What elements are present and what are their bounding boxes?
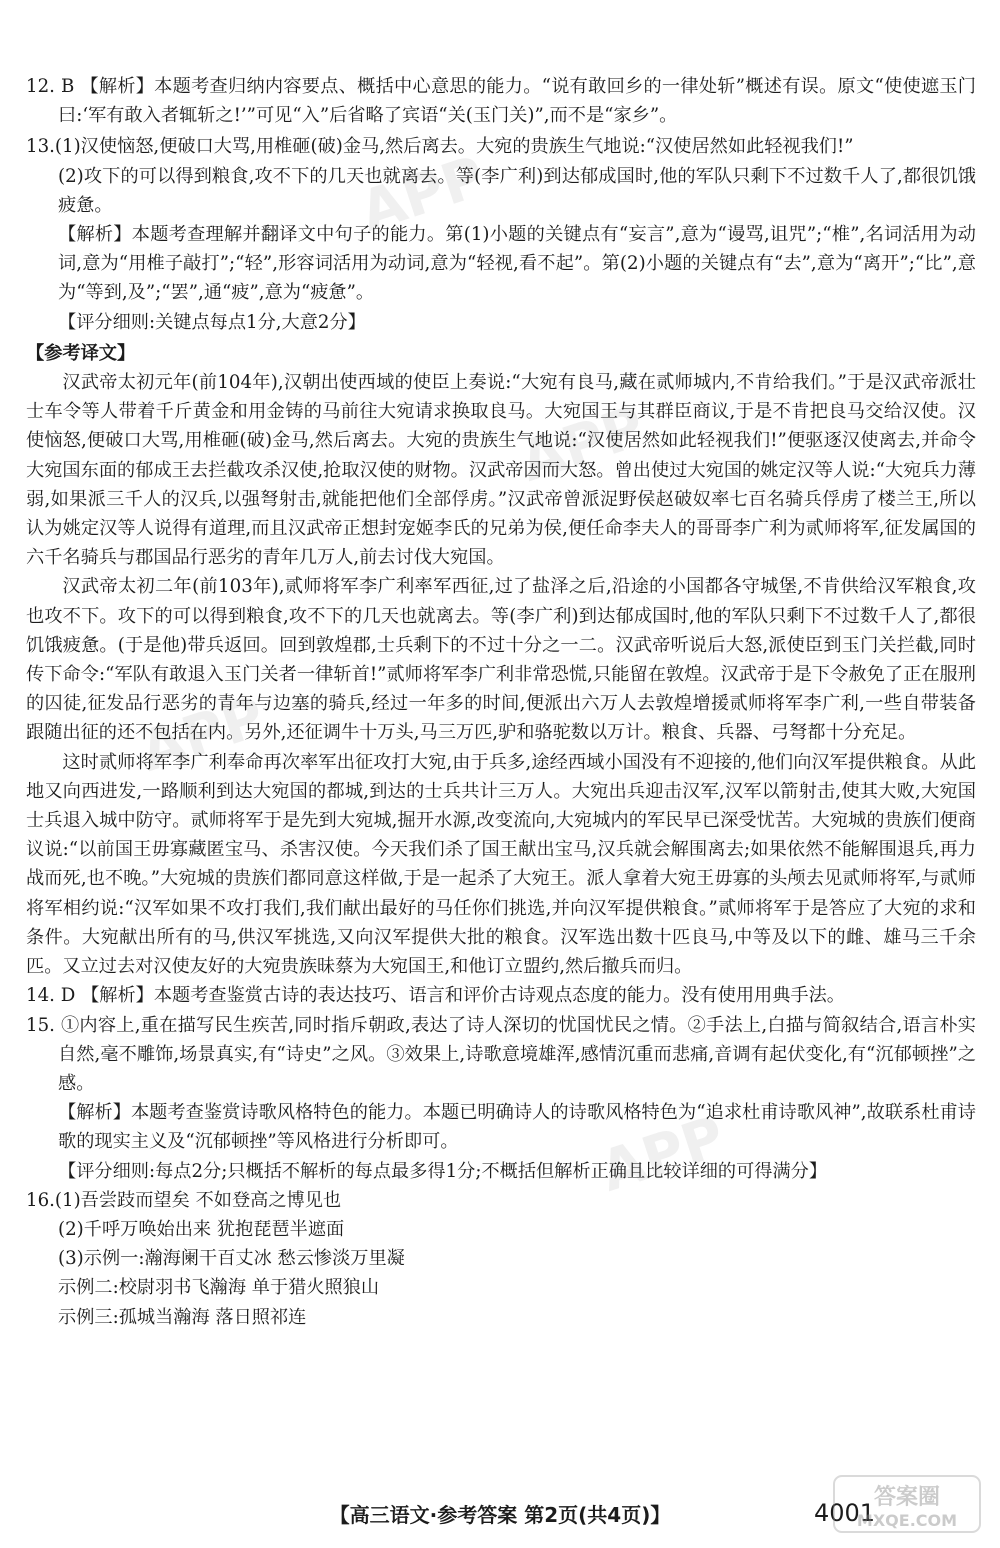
q13-analysis: 【解析】本题考查理解并翻译文中句子的能力。第(1)小题的关键点有“妄言”,意为“谩骂,诅咒”;“椎”,名词活用为动词,意为“用椎子敲打”;“轻”,形容词活用为动词,意为“轻视,看不起”。第(2)小题的关键点有“去”,意为“离开”;“比”,意为“等到,及”;“罢”,通“疲”,意为“疲惫”。 [58,224,976,304]
q13-answer-2: (2)攻下的可以得到粮食,攻不下的几天也就离去。等(李广利)到达郁成国时,他的军队只剩下不过数千人了,都很饥饿疲惫。 [58,165,976,216]
translation-paragraph-1: 汉武帝太初元年(前104年),汉朝出使西域的使臣上奏说:“大宛有良马,藏在贰师城内,不肯给我们。”于是汉武帝派壮士车令等人带着千斤黄金和用金铸的马前往大宛请求换取良马。大宛国王与其群臣商议,于是不肯把良马交给汉使。汉使恼怒,便破口大骂,用椎砸(破)金马,然后离去。大宛的贵族生气地说:“汉使居然如此轻视我们!”便驱逐汉使离去,并命令大宛国东面的郁成王去拦截攻杀汉使,抢取汉使的财物。汉武帝因而大怒。曾出使过大宛国的姚定汉等人说:“大宛兵力薄弱,如果派三千人的汉兵,以强弩射击,就能把他们全部俘虏。”汉武帝曾派浞野侯赵破奴率七百名骑兵俘虏了楼兰王,所以认为姚定汉等人说得有道理,而且汉武帝正想封宠姬李氏的兄弟为侯,便任命李夫人的哥哥李广利为贰师将军,征发属国的六千名骑兵与郡国品行恶劣的青年几万人,前去讨伐大宛国。 [26,372,976,569]
watermark-text: APP [352,144,493,245]
translation-heading: 【参考译文】 [26,342,136,364]
q16-example-3: 示例三:孤城当瀚海 落日照祁连 [58,1306,307,1328]
translation-paragraph-3: 这时贰师将军李广利奉命再次率军出征攻打大宛,由于兵多,途经西域小国没有不迎接的,他们向汉军提供粮食。从此地又向西进发,一路顺利到达大宛国的都城,到达的士兵共计三万人。大宛出兵迎击汉军,汉军以箭射击,使其大败,大宛国士兵退入城中防守。贰师将军于是先到大宛城,掘开水源,改变流向,大宛城内的军民早已深受忧苦。大宛城的贵族们便商议说:“以前国王毋寡藏匿宝马、杀害汉使。今天我们杀了国王献出宝马,汉兵就会解围离去;如果依然不能解围退兵,再力战而死,也不晚。”大宛城的贵族们都同意这样做,于是一起杀了大宛王。派人拿着大宛王毋寡的头颅去见贰师将军,与贰师将军相约说:“汉军如果不攻打我们,我们献出最好的马任你们挑选,并向汉军提供粮食。”贰师将军于是答应了大宛的求和条件。大宛献出所有的马,供汉军挑选,又向汉军提供大批的粮食。汉军选出数十匹良马,中等及以下的雌、雄马三千余匹。又立过去对汉使友好的大宛贵族昧蔡为大宛国王,和他订立盟约,然后撤兵而归。 [26,751,976,978]
page-footer: 【高三语文·参考答案 第2页(共4页)】 [329,1503,671,1527]
watermark-text: APP [512,394,653,495]
watermark-text: APP [132,684,273,785]
q14-answer: 14. D 【解析】本题考查鉴赏古诗的表达技巧、语言和评价古诗观点态度的能力。没有使用用典手法。 [26,985,845,1007]
q15-scoring: 【评分细则:每点2分;只概括不解析的每点最多得1分;不概括但解析正确且比较详细的可得满分】 [58,1160,828,1182]
q15-analysis: 【解析】本题考查鉴赏诗歌风格特色的能力。本题已明确诗人的诗歌风格特色为“追求杜甫诗歌风神”,故联系杜甫诗歌的现实主义及“沉郁顿挫”等风格进行分析即可。 [58,1102,976,1153]
q12-answer: 12. B 【解析】本题考查归纳内容要点、概括中心意思的能力。“说有敢回乡的一律处斩”概述有误。原文“使使遮玉门曰:‘军有敢入者辄斩之!’”可见“入”后省略了宾语“关(玉门关)”,而不是“家乡”。 [26,76,976,127]
q16-answer-3: (3)示例一:瀚海阑干百丈冰 愁云惨淡万里凝 [58,1248,405,1270]
paper-code: 4001 [814,1499,876,1527]
q16-answer-2: (2)千呼万唤始出来 犹抱琵琶半遮面 [58,1218,345,1240]
watermark-logo-icon [832,1474,982,1534]
svg-text:MXQE.COM: MXQE.COM [856,1511,958,1530]
q15-answer: 15. ①内容上,重在描写民生疾苦,同时指斥朝政,表达了诗人深切的忧国忧民之情。②手法上,白描与简叙结合,语言朴实自然,毫不雕饰,场景真实,有“诗史”之风。③效果上,诗歌意境雄浑,感情沉重而悲痛,音调有起伏变化,有“沉郁顿挫”之感。 [26,1014,976,1094]
q13-scoring: 【评分细则:关键点每点1分,大意2分】 [58,311,366,333]
q13-answer-1: 13.(1)汉使恼怒,便破口大骂,用椎砸(破)金马,然后离去。大宛的贵族生气地说:“汉使居然如此轻视我们!” [26,136,854,158]
watermark-text: APP [592,1104,733,1205]
page-content [26,72,976,1332]
translation-paragraph-2: 汉武帝太初二年(前103年),贰师将军李广利率军西征,过了盐泽之后,沿途的小国都各守城堡,不肯供给汉军粮食,攻也攻不下。攻下的可以得到粮食,攻不下的几天也就离去。等(李广利)到达郁成国时,他的军队只剩下不过数千人了,都很饥饿疲惫。(于是他)带兵返回。回到敦煌郡,士兵剩下的不过十分之一二。汉武帝听说后大怒,派使臣到玉门关拦截,同时传下命令:“军队有敢退入玉门关者一律斩首!”贰师将军李广利非常恐慌,只能留在敦煌。汉武帝于是下令赦免了正在服刑的囚徒,征发品行恶劣的青年与边塞的骑兵,经过一年多的时间,便派出六万人去敦煌增援贰师将军李广利,一些自带装备跟随出征的还不包括在内。另外,还征调牛十万头,马三万匹,驴和骆驼数以万计。粮食、兵器、弓弩都十分充足。 [26,576,976,744]
svg-text:答案圈: 答案圈 [873,1485,941,1510]
q16-answer-1: 16.(1)吾尝跂而望矣 不如登高之博见也 [26,1189,342,1211]
q16-example-2: 示例二:校尉羽书飞瀚海 单于猎火照狼山 [58,1277,380,1299]
